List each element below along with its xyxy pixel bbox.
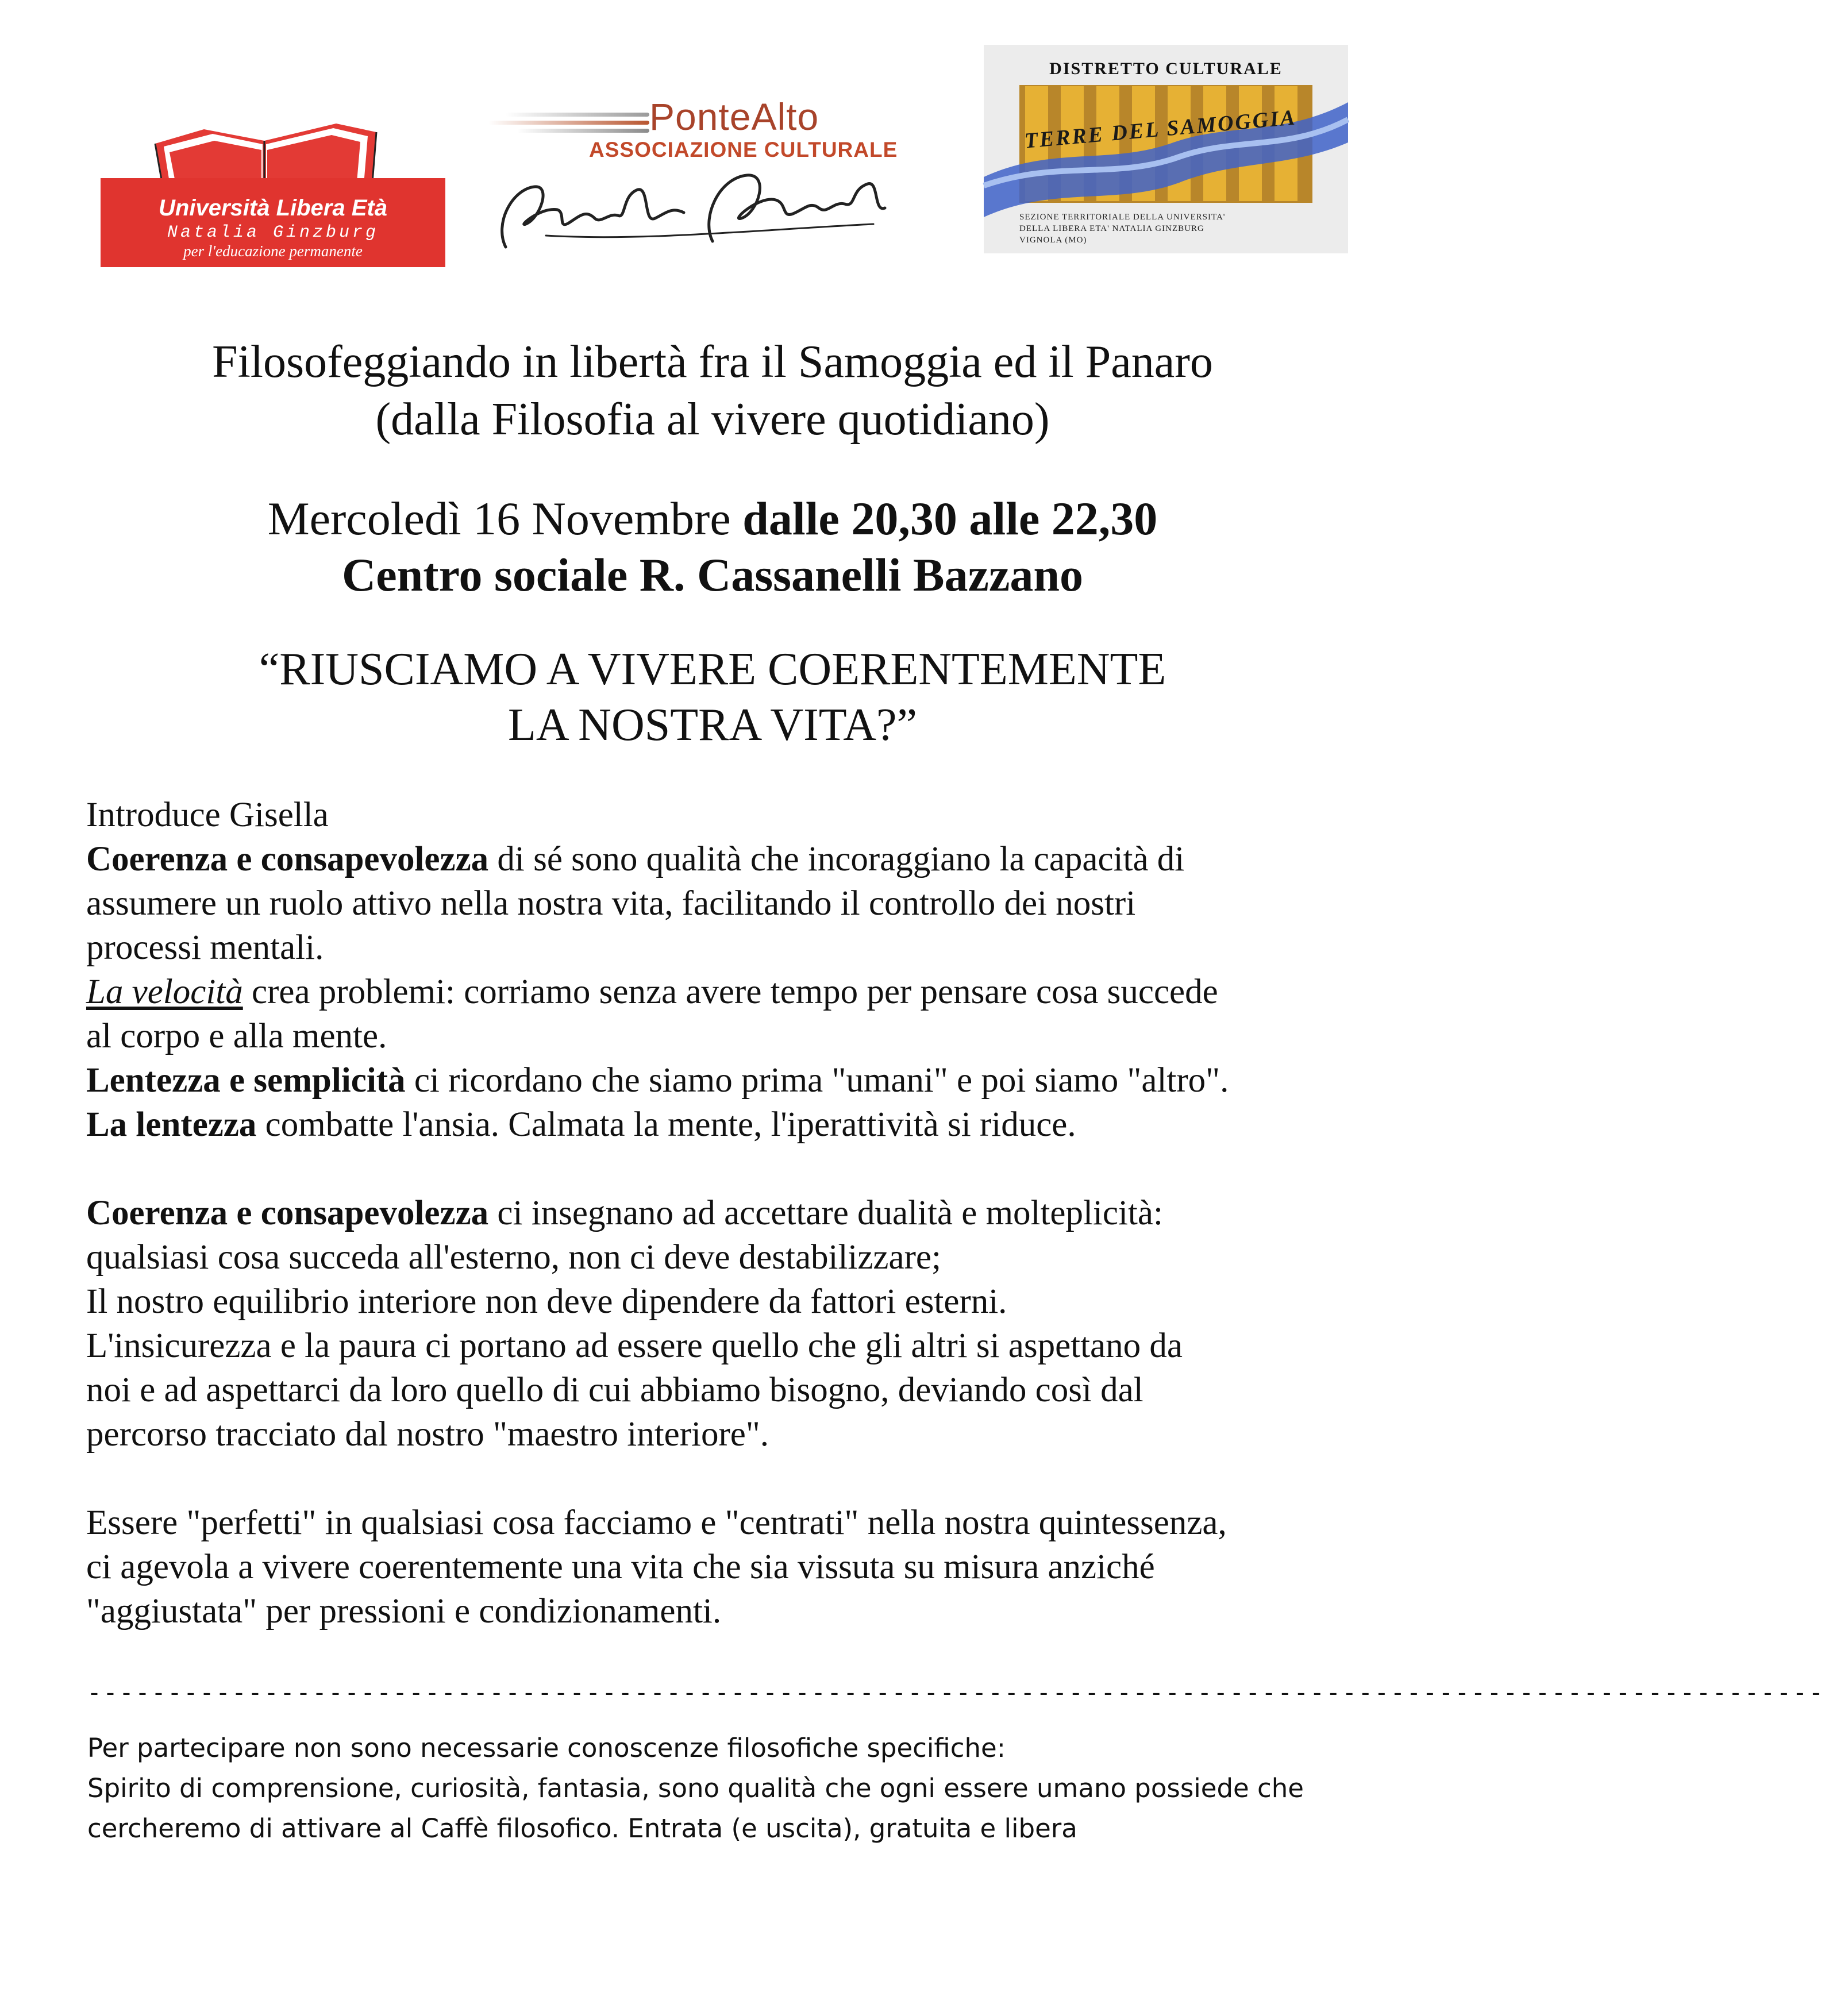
- body-line: processi mentali.: [86, 928, 324, 967]
- event-place: Centro sociale R. Cassanelli Bazzano: [342, 549, 1083, 601]
- footer-line-3: cercheremo di attivare al Caffè filosofico. Entrata (e uscita), gratuita e libera: [87, 1813, 1077, 1844]
- body-text: ci insegnano ad accettare dualità e molteplicità:: [488, 1194, 1163, 1232]
- question-line-2: LA NOSTRA VITA?”: [507, 700, 918, 750]
- body-text: crea problemi: corriamo senza avere tempo per pensare cosa succede: [242, 973, 1218, 1011]
- logo-stripe: [506, 113, 649, 117]
- bold-term: Coerenza e consapevolezza: [86, 1194, 489, 1232]
- logo-stripe: [517, 129, 649, 133]
- distretto-foot-2: DELLA LIBERA ETA' NATALIA GINZBURG: [1019, 224, 1204, 233]
- intro-line: Introduce Gisella: [86, 796, 329, 834]
- body-text: di sé sono qualità che incoraggiano la capacità di: [488, 840, 1185, 878]
- body-line: qualsiasi cosa succeda all'esterno, non ci deve destabilizzare;: [86, 1238, 941, 1277]
- body-line: ci agevola a vivere coerentemente una vita che sia vissuta su misura anziché: [86, 1548, 1155, 1586]
- body-line: Essere "perfetti" in qualsiasi cosa facciamo e "centrati" nella nostra quintessenza,: [86, 1504, 1227, 1542]
- event-time: dalle 20,30 alle 22,30: [742, 492, 1158, 545]
- bold-term: Coerenza e consapevolezza: [86, 840, 489, 878]
- footer-line-1: Per partecipare non sono necessarie conoscenze filosofiche specifiche:: [87, 1733, 1006, 1763]
- bold-term: La lentezza: [86, 1105, 257, 1144]
- body-text: ci ricordano che siamo prima "umani" e poi siamo "altro".: [405, 1061, 1229, 1100]
- dashed-separator: ------------------------------------------------------------------------------------------------------------: [87, 1682, 1825, 1707]
- event-date: Mercoledì 16 Novembre: [267, 492, 743, 545]
- logo-ule-line3: per l'educazione permanente: [183, 242, 363, 260]
- body-line: al corpo e alla mente.: [86, 1017, 387, 1055]
- pontealto-logo: [471, 86, 919, 259]
- body-line: [86, 1196, 1163, 1231]
- body-line: [86, 1107, 1076, 1142]
- body-line: [86, 842, 1184, 877]
- distretto-banner: TERRE DEL SAMOGGIA: [1023, 105, 1297, 153]
- logo-ule-line1: Università Libera Età: [159, 195, 387, 221]
- logo-ule-line2: Natalia Ginzburg: [167, 223, 379, 242]
- body-line: L'insicurezza e la paura ci portano ad essere quello che gli altri si aspettano da: [86, 1327, 1183, 1365]
- question-line-1: “RIUSCIAMO A VIVERE COERENTEMENTE: [259, 644, 1166, 695]
- body-line: Il nostro equilibrio interiore non deve dipendere da fattori esterni.: [86, 1282, 1007, 1321]
- bold-term: Lentezza e semplicità: [86, 1061, 406, 1100]
- signature-icon: [471, 155, 919, 259]
- event-title: Filosofeggiando in libertà fra il Samoggia ed il Panaro: [212, 337, 1213, 387]
- footer-line-2: Spirito di comprensione, curiosità, fantasia, sono qualità che ogni essere umano possiede che: [87, 1773, 1304, 1803]
- event-subtitle: (dalla Filosofia al vivere quotidiano): [375, 394, 1050, 445]
- body-line: assumere un ruolo attivo nella nostra vita, facilitando il controllo dei nostri: [86, 884, 1136, 923]
- body-text: combatte l'ansia. Calmata la mente, l'iperattività si riduce.: [256, 1105, 1076, 1144]
- event-datetime: [0, 492, 1425, 545]
- universita-libera-eta-logo: [101, 106, 445, 267]
- distretto-header: DISTRETTO CULTURALE: [1049, 59, 1283, 78]
- pontealto-name: PonteAlto: [649, 95, 819, 138]
- logo-stripe: [488, 121, 649, 125]
- body-line: percorso tracciato dal nostro "maestro interiore".: [86, 1415, 769, 1454]
- distretto-foot-3: VIGNOLA (MO): [1019, 236, 1087, 245]
- body-line: noi e ad aspettarci da loro quello di cui abbiamo bisogno, deviando così dal: [86, 1371, 1143, 1409]
- body-line: [86, 1063, 1229, 1098]
- body-line: [86, 974, 1218, 1009]
- distretto-foot-1: SEZIONE TERRITORIALE DELLA UNIVERSITA': [1019, 213, 1226, 222]
- pontealto-subtitle: ASSOCIAZIONE CULTURALE: [589, 138, 898, 161]
- distretto-culturale-logo: [984, 45, 1348, 253]
- underlined-term: La velocità: [86, 973, 243, 1011]
- body-line: "aggiustata" per pressioni e condizionamenti.: [86, 1592, 722, 1630]
